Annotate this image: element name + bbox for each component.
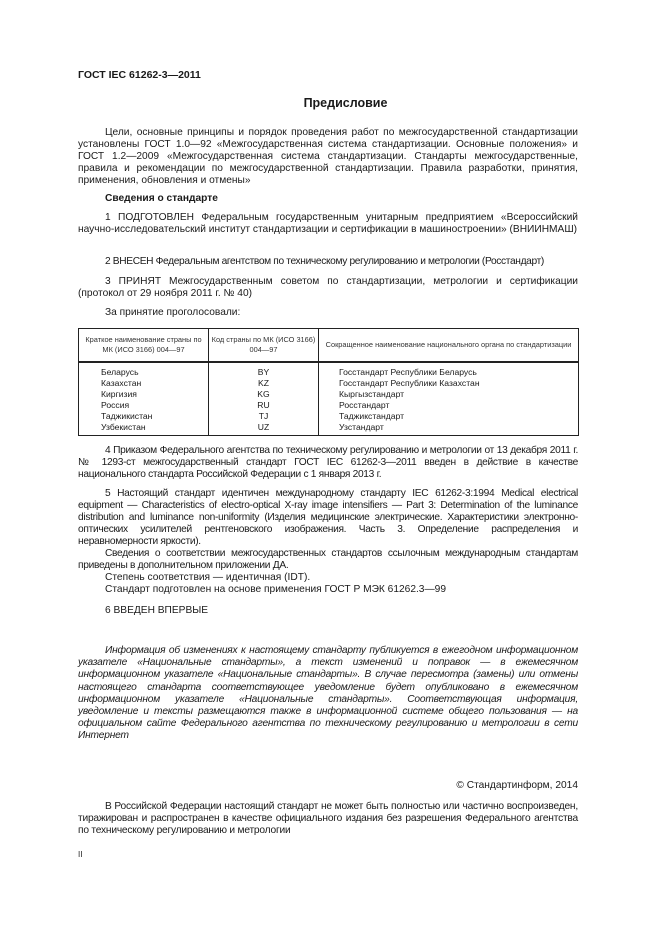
voted-label-block xyxy=(78,307,578,319)
section-heading: Сведения о стандарте xyxy=(105,193,218,204)
country-code: KZ xyxy=(209,378,319,389)
item-6-text: 6 ВВЕДЕН ВПЕРВЫЕ xyxy=(105,605,209,616)
table-row xyxy=(79,378,579,389)
table-row xyxy=(79,422,579,436)
item-3 xyxy=(78,276,578,300)
country-code: BY xyxy=(209,362,319,378)
intro-paragraph xyxy=(78,127,578,187)
country-code: RU xyxy=(209,400,319,411)
standards-body: Росстандарт xyxy=(319,400,579,411)
table-row xyxy=(79,389,579,400)
standards-body: Госстандарт Республики Беларусь xyxy=(319,362,579,378)
country-code: KG xyxy=(209,389,319,400)
copyright: © Стандартинформ, 2014 xyxy=(456,780,578,791)
country-code: TJ xyxy=(209,411,319,422)
standards-body: Узстандарт xyxy=(319,422,579,436)
table-row xyxy=(79,400,579,411)
restriction-text: В Российской Федерации настоящий стандарт не может быть полностью или частично воспроизведен, тиражирован и распространен в качестве официального издания без разрешения Федерального агентства по техническому регулированию и метрологии xyxy=(78,801,578,836)
item-5 xyxy=(78,488,578,596)
item-4 xyxy=(78,445,578,481)
standards-body: Госстандарт Республики Казахстан xyxy=(319,378,579,389)
restriction-block xyxy=(78,801,578,837)
column-header: Код страны по МК (ИСО 3166) 004—97 xyxy=(209,329,319,363)
notice-text: Информация об изменениях к настоящему стандарту публикуется в ежегодном информационном указателе «Национальные стандарты», а текст изменений и поправок — в ежемесячном информационном указателе «Национальные стандарты». В случае пересмотра (замены) или отмены настоящего стандарта соответствующее уведомление будет опубликовано в ежемесячном информационном указателе «Национальные стандарты». Соответствующая информация, уведомление и тексты размещаются также в информационной системе общего пользования — на официальном сайте Федерального агентства по техническому регулированию и метрологии в сети Интернет xyxy=(78,645,578,742)
item-1-text: 1 ПОДГОТОВЛЕН Федеральным государственным унитарным предприятием «Всероссийский научно-исследовательский институт стандартизации и сертификации в машиностроении» (ВНИИНМАШ) xyxy=(78,212,578,235)
item-6 xyxy=(78,605,578,617)
country-name: Казахстан xyxy=(79,378,209,389)
item-5-basis: Стандарт подготовлен на основе применения ГОСТ Р МЭК 61262.3—99 xyxy=(105,584,446,595)
item-1 xyxy=(78,212,578,236)
table-header-row xyxy=(79,329,579,363)
column-header: Краткое наименование страны по МК (ИСО 3166) 004—97 xyxy=(79,329,209,363)
page-number: II xyxy=(78,850,83,859)
voting-table xyxy=(78,328,579,436)
intro-text: Цели, основные принципы и порядок проведения работ по межгосударственной стандартизации установлены ГОСТ 1.0—92 «Межгосударственная система стандартизации. Основные положения» и ГОСТ 1.2—2009 «Межгосударственная система стандартизации. Стандарты межгосударственные, правила и рекомендации по межгосударственной стандартизации. Правила разработки, принятия, применения, обновления и отмены» xyxy=(78,127,578,186)
notice-block xyxy=(78,645,578,743)
item-4-text: 4 Приказом Федерального агентства по техническому регулированию и метрологии от 13 декабря 2011 г. № 1293-ст межгосударственный стандарт ГОСТ IEC 61262-3—2011 введен в действие в качестве национального стандарта Российской Федерации с 1 января 2013 г. xyxy=(78,445,578,480)
column-header: Сокращенное наименование национального органа по стандартизации xyxy=(319,329,579,363)
section-heading-block xyxy=(78,193,578,205)
country-name: Киргизия xyxy=(79,389,209,400)
item-5-conformity: Степень соответствия — идентичная (IDT). xyxy=(105,572,311,583)
document-header: ГОСТ IEC 61262-3—2011 xyxy=(78,69,201,81)
item-3-text: 3 ПРИНЯТ Межгосударственным советом по стандартизации, метрологии и сертификации (протокол от 29 ноября 2011 г. № 40) xyxy=(78,276,578,299)
table-row xyxy=(79,411,579,422)
voted-label: За принятие проголосовали: xyxy=(105,307,241,318)
item-2 xyxy=(78,256,578,268)
standards-body: Кыргызстандарт xyxy=(319,389,579,400)
item-2-text: 2 ВНЕСЕН Федеральным агентством по техническому регулированию и метрологии (Росстандарт) xyxy=(105,256,544,267)
country-name: Россия xyxy=(79,400,209,411)
item-5-text: 5 Настоящий стандарт идентичен международному стандарту IEC 61262-3:1994 Medical electrical equipment — Characteristics of electro-optical X-ray image intensifiers — Part 3: Determination of the luminance distribution and luminance non-uniformity (Изделия медицинские электрические. Характеристики электронно-оптических усилителей рентгеновского изображения. Часть 3. Определение распределения и неравномерности яркости). xyxy=(78,488,578,547)
page-title: Предисловие xyxy=(303,96,388,110)
country-name: Таджикистан xyxy=(79,411,209,422)
country-code: UZ xyxy=(209,422,319,436)
country-name: Узбекистан xyxy=(79,422,209,436)
country-name: Беларусь xyxy=(79,362,209,378)
item-5-reference-note: Сведения о соответствии межгосударственных стандартов ссылочным международным стандартам приведены в дополнительном приложении ДА. xyxy=(78,548,578,571)
table-row xyxy=(79,362,579,378)
standards-body: Таджикстандарт xyxy=(319,411,579,422)
